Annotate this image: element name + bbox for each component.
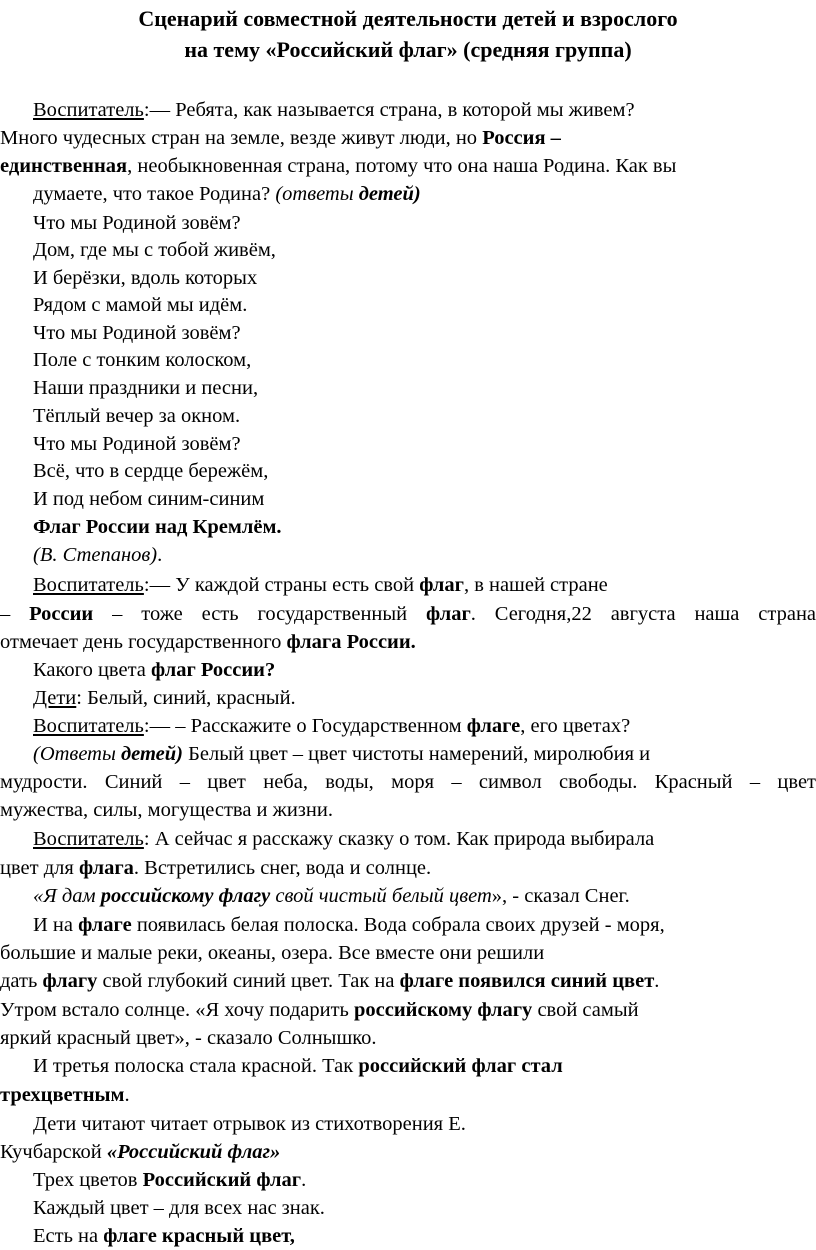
text-run: флаге появился синий цвет: [399, 970, 655, 992]
text-run: мужества, силы, могущества и жизни.: [0, 799, 333, 821]
text-line: [0, 796, 816, 824]
text-run: большие и малые реки, океаны, озера. Все вместе они решили: [0, 942, 545, 964]
text-run: флаге красный цвет,: [103, 1225, 295, 1247]
text-run: :— У каждой страны есть свой: [143, 574, 420, 596]
text-run: Каждый цвет – для всех нас знак.: [33, 1197, 325, 1219]
text-run: Воспитатель: [33, 715, 144, 737]
text-run: трехцветным: [0, 1084, 125, 1106]
text-line: [0, 656, 816, 684]
text-line: [0, 513, 816, 541]
text-line: [0, 152, 816, 180]
text-run: .: [124, 1084, 130, 1106]
text-run: :— Ребята, как называется страна, в которой мы живем?: [143, 99, 635, 121]
text-run: флага: [78, 857, 134, 879]
text-run: Кучбарской: [0, 1141, 107, 1163]
text-line: [0, 882, 816, 910]
text-run: Что мы Родиной зовём?: [33, 322, 241, 344]
text-line: [0, 209, 816, 237]
text-run: », - сказал Снег.: [491, 885, 630, 907]
text-run: «Российский флаг»: [106, 1141, 281, 1163]
text-run: Флаг России над Кремлём.: [33, 516, 282, 538]
text-run: , необыкновенная страна, потому что она наша Родина. Как вы: [127, 155, 677, 177]
text-run: Дети читают читает отрывок из стихотворения Е.: [33, 1113, 466, 1135]
text-run: появилась белая полоска. Вода собрала своих друзей - моря,: [131, 914, 665, 936]
text-line: [0, 768, 816, 796]
text-run: флаге: [78, 914, 132, 936]
text-run: Трех цветов: [33, 1169, 143, 1191]
text-line: [0, 684, 816, 712]
text-run: отмечает день государственного: [0, 631, 287, 653]
document-title-line-1: Сценарий совместной деятельности детей и взрослого: [138, 6, 678, 31]
text-line: [0, 124, 816, 152]
text-line: [0, 967, 816, 995]
text-run: Поле с тонким колоском,: [33, 349, 252, 371]
text-line: [0, 911, 816, 939]
text-run: Тёплый вечер за окном.: [33, 405, 241, 427]
text-run: мудрости. Синий – цвет неба, воды, моря – символ свободы. Красный – цвет: [0, 771, 816, 793]
text-run: Всё, что в сердце бережём,: [33, 460, 269, 482]
text-run: , его цветах?: [520, 715, 631, 737]
text-run: –: [0, 603, 30, 625]
text-run: И под небом синим-синим: [33, 488, 265, 510]
text-line: [0, 430, 816, 458]
text-run: России: [29, 603, 94, 625]
text-run: .: [157, 544, 163, 566]
text-line: [0, 825, 816, 853]
text-line: [0, 485, 816, 513]
text-line: [0, 264, 816, 292]
text-line: [0, 180, 816, 208]
text-run: свой чистый белый цвет: [270, 885, 492, 907]
text-line: [0, 1222, 816, 1250]
text-run: «Я дам: [33, 885, 101, 907]
text-run: И третья полоска стала красной. Так: [33, 1055, 359, 1077]
text-run: . Сегодня,22 августа наша страна: [470, 603, 816, 625]
text-run: Что мы Родиной зовём?: [33, 433, 241, 455]
text-run: Много чудесных стран на земле, везде живут люди, но: [0, 127, 483, 149]
text-line: [0, 291, 816, 319]
text-run: Белый цвет – цвет чистоты намерений, миролюбия и: [183, 743, 651, 765]
text-run: (Ответы: [33, 743, 121, 765]
text-line: [0, 96, 816, 124]
text-line: [0, 854, 816, 882]
text-run: детей): [358, 183, 421, 205]
text-run: (В. Степанов): [33, 544, 158, 566]
text-run: цвет для: [0, 857, 79, 879]
text-line: [0, 1081, 816, 1109]
text-run: :— – Расскажите о Государственном: [143, 715, 467, 737]
text-run: (ответы: [275, 183, 359, 205]
text-run: российскому флагу: [100, 885, 271, 907]
text-run: . Встретились снег, вода и солнце.: [133, 857, 432, 879]
text-run: российскому флагу: [354, 999, 533, 1021]
text-line: [0, 541, 816, 569]
text-run: флаг России?: [151, 659, 276, 681]
text-run: Утром встало солнце. «Я хочу подарить: [0, 999, 355, 1021]
text-line: [0, 346, 816, 374]
text-run: флаге: [466, 715, 521, 737]
text-line: [0, 1110, 816, 1138]
text-run: флага России.: [286, 631, 416, 653]
text-run: , в нашей стране: [463, 574, 608, 596]
text-line: [0, 996, 816, 1024]
text-run: Воспитатель: [33, 828, 144, 850]
text-run: Наши праздники и песни,: [33, 377, 259, 399]
text-run: И берёзки, вдоль которых: [33, 267, 258, 289]
text-run: .: [654, 970, 660, 992]
text-line: [0, 457, 816, 485]
text-run: свой глубокий синий цвет. Так на: [97, 970, 400, 992]
text-line: [0, 1024, 816, 1052]
text-run: И на: [33, 914, 79, 936]
text-line: [0, 1194, 816, 1222]
text-run: : Белый, синий, красный.: [76, 687, 296, 709]
text-run: дать: [0, 970, 43, 992]
text-run: Российский флаг: [142, 1169, 302, 1191]
text-run: детей): [120, 743, 183, 765]
text-run: единственная: [0, 155, 128, 177]
text-line: [0, 939, 816, 967]
text-line: [0, 1166, 816, 1194]
text-run: Дети: [33, 687, 77, 709]
text-run: Воспитатель: [33, 574, 144, 596]
text-run: .: [301, 1169, 307, 1191]
text-run: Россия –: [482, 127, 561, 149]
text-run: яркий красный цвет», - сказало Солнышко.: [0, 1027, 377, 1049]
text-run: флаг: [419, 574, 464, 596]
text-run: Что мы Родиной зовём?: [33, 212, 241, 234]
text-run: Какого цвета: [33, 659, 152, 681]
text-run: флагу: [42, 970, 98, 992]
text-line: [0, 402, 816, 430]
text-run: российский флаг стал: [358, 1055, 563, 1077]
text-line: [0, 600, 816, 628]
text-run: флаг: [426, 603, 471, 625]
text-run: думаете, что такое Родина?: [33, 183, 276, 205]
text-line: [0, 1138, 816, 1166]
text-line: [0, 628, 816, 656]
text-run: – тоже есть государственный: [93, 603, 427, 625]
text-run: свой самый: [532, 999, 639, 1021]
text-run: : А сейчас я расскажу сказку о том. Как природа выбирала: [143, 828, 655, 850]
text-line: [0, 236, 816, 264]
text-line: [0, 374, 816, 402]
text-line: [0, 571, 816, 599]
text-line: [0, 1052, 816, 1080]
text-run: Рядом с мамой мы идём.: [33, 294, 248, 316]
text-run: Воспитатель: [33, 99, 144, 121]
text-line: [0, 712, 816, 740]
text-run: Есть на: [33, 1225, 104, 1247]
text-line: [0, 740, 816, 768]
text-run: Дом, где мы с тобой живём,: [33, 239, 276, 261]
text-line: [0, 319, 816, 347]
document-title-line-2: на тему «Российский флаг» (средняя группа): [184, 37, 632, 62]
